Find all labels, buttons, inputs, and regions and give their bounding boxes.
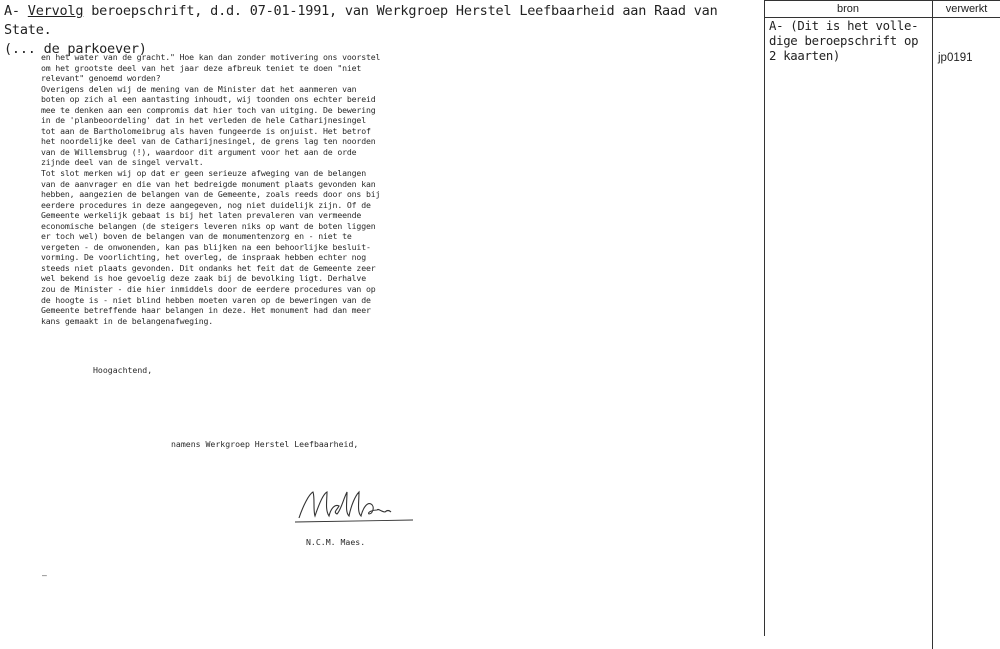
letter-line: om het grootste deel van het jaar deze afbreuk teniet te doen "niet xyxy=(41,62,362,73)
letter-line: er toch wel) boven de belangen van de monumentenzorg en - niet te xyxy=(41,231,352,242)
letter-line: de hoogte is - niet blind hebben moeten varen op de beweringen van de xyxy=(41,294,371,305)
letter-line: hebben, aangezien de belangen van de Gemeente, zoals reeds door ons bij xyxy=(41,189,381,200)
letter-signoff: namens Werkgroep Herstel Leefbaarheid, xyxy=(171,439,359,449)
letter-line: en het water van de gracht." Hoe kan dan zonder motivering ons voorstel xyxy=(41,52,381,62)
letter-line: steeds niet plaats gevonden. Dit ondanks het feit dat de Gemeente zeer xyxy=(41,262,376,273)
letter-closing: Hoogachtend, xyxy=(93,365,153,375)
letter-line: mee te denken aan een compromis dat hier toch van uitging. De bewering xyxy=(41,104,376,115)
table-border-middle xyxy=(932,0,933,649)
verwerkt-cell: jp0191 xyxy=(938,52,973,64)
letter-line: het noordelijke deel van de Catharijnesingel, de grens lag ten noorden xyxy=(41,136,376,147)
letter-line: kans gemaakt in de belangenafweging. xyxy=(41,315,214,326)
letter-line: van de Willemsbrug (!), waardoor dit argument voor het aan de orde xyxy=(41,146,357,157)
header-line-2: (... de parkoever) xyxy=(4,41,147,57)
column-header-verwerkt: verwerkt xyxy=(945,3,988,15)
signer-name: N.C.M. Maes. xyxy=(306,537,366,547)
letter-line: tot aan de Bartholomeibrug als haven fungeerde is onjuist. Het betrof xyxy=(41,125,371,136)
letter-body xyxy=(41,52,436,326)
letter-line: van de aanvrager en die van het bedreigde monument plaats gevonden kan xyxy=(41,178,376,189)
header-vervolg: Vervolg xyxy=(27,3,84,19)
handwritten-signature xyxy=(293,486,425,526)
letter-line: eerdere procedures in deze aangegeven, nog niet duidelijk zijn. Of de xyxy=(41,199,371,210)
table-border-left xyxy=(764,0,765,636)
header-line-1-rest: beroepschrift, d.d. 07-01-1991, van Werkgroep Herstel Leefbaarheid aan Raad van State. xyxy=(4,3,718,38)
bron-cell xyxy=(769,19,939,63)
letter-line: vorming. De voorlichting, het overleg, de inspraak hebben echter nog xyxy=(41,252,366,263)
letter-line: Gemeente betreffende haar belangen in deze. Het monument had dan meer xyxy=(41,305,371,316)
source-table xyxy=(764,0,1000,649)
letter-line: in de 'planbeoordeling' dat in het verleden de hele Catharijnesingel xyxy=(41,115,366,126)
letter-line: boten op zich al een aantasting inhoudt, wij toonden ons echter bereid xyxy=(41,94,376,105)
table-header-divider xyxy=(764,17,1000,18)
letter-line: relevant" genoemd worden? xyxy=(41,73,161,84)
letter-line: wel bekend is hoe gevoelig deze zaak bij de bevolking ligt. Derhalve xyxy=(41,273,366,284)
letter-line: vergeten - de onwonenden, kan pas blijken na een behoorlijke besluit- xyxy=(41,241,371,252)
bron-line: dige beroepschrift op xyxy=(769,33,919,48)
header-line-1 xyxy=(4,2,759,40)
document-header xyxy=(4,2,759,59)
letter-line: Overigens delen wij de mening van de Minister dat het aanmeren van xyxy=(41,83,357,94)
bron-line: A- (Dit is het volle- xyxy=(769,19,919,33)
header-prefix: A- xyxy=(4,3,28,19)
column-header-bron: bron xyxy=(836,3,860,15)
letter-line: economische belangen (de steigers leveren niks op want de boten liggen xyxy=(41,220,376,231)
margin-mark: – xyxy=(42,571,47,580)
letter-line: Gemeente werkelijk gebaat is bij het laten prevaleren van vermeende xyxy=(41,210,362,221)
letter-line: zou de Minister - die hier inmiddels door de eerdere procedures van op xyxy=(41,284,376,295)
bron-line: 2 kaarten) xyxy=(769,48,841,63)
letter-line: zijnde deel van de singel vervalt. xyxy=(41,157,204,168)
letter-line: Tot slot merken wij op dat er geen serieuze afweging van de belangen xyxy=(41,168,366,179)
